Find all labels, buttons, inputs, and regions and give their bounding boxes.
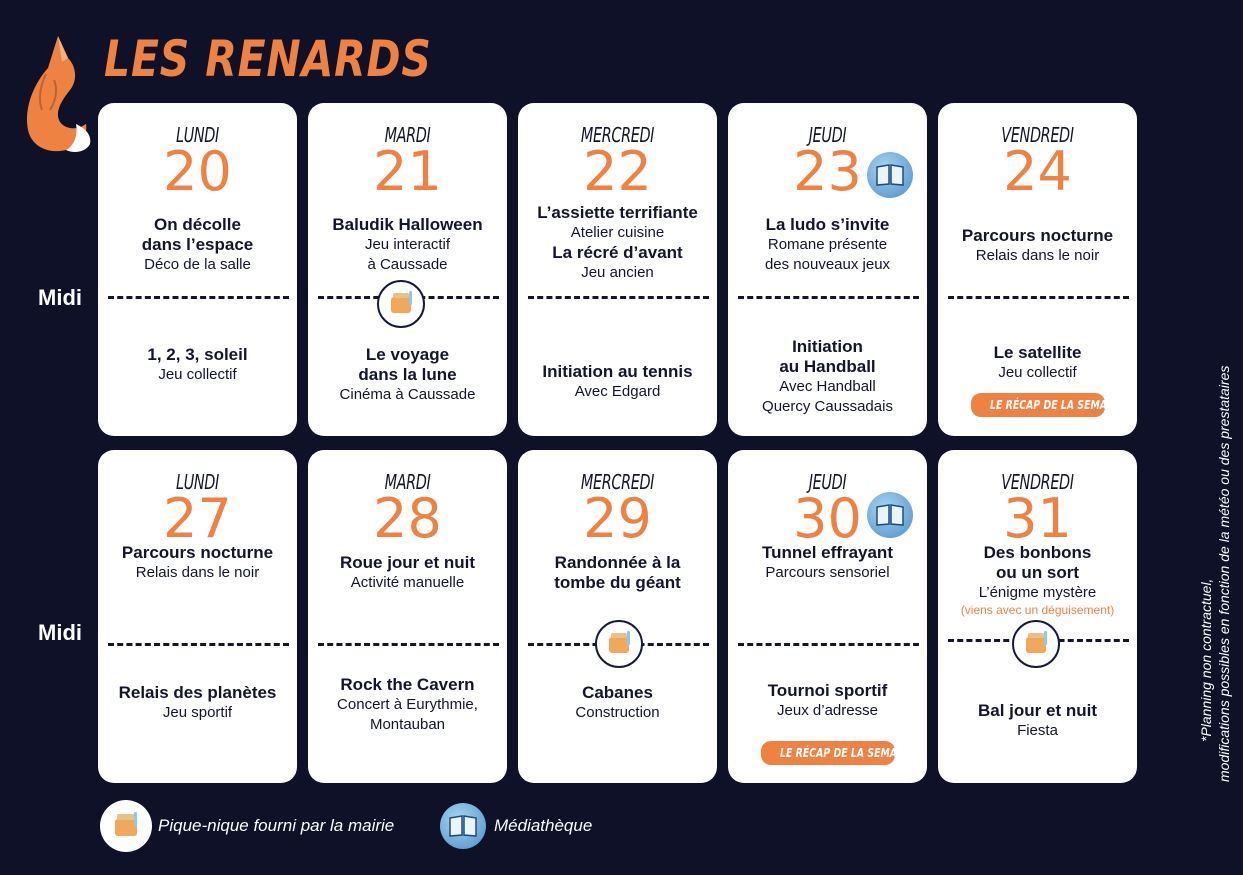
day-number: 31	[1003, 487, 1072, 550]
activity-detail: Fiesta	[1017, 722, 1058, 739]
morning-activity	[942, 226, 1133, 266]
activity-detail: Avec Edgard	[574, 383, 661, 400]
midi-divider	[528, 296, 709, 299]
activity-detail: à Caussade	[367, 256, 448, 273]
morning-activity	[102, 215, 293, 275]
day-number: 23	[793, 140, 862, 203]
activity-title: au Handball	[779, 357, 876, 376]
afternoon-activity	[732, 337, 923, 417]
activity-title: Relais des planètes	[118, 683, 277, 702]
activity-title: Cabanes	[582, 683, 653, 702]
day-name: MERCREDI	[580, 470, 655, 494]
day-number: 30	[793, 487, 862, 550]
afternoon-activity	[942, 343, 1133, 383]
activity-title: dans l’espace	[141, 235, 254, 254]
activity-title: Tournoi sportif	[767, 681, 888, 700]
activity-title: Roue jour et nuit	[339, 553, 476, 572]
book-icon	[440, 803, 486, 849]
activity-title: Le satellite	[993, 343, 1082, 362]
activity-title: tombe du géant	[554, 573, 681, 592]
day-card-mardi-28	[308, 450, 507, 783]
activity-detail: Jeu ancien	[581, 264, 654, 281]
morning-activity	[312, 215, 503, 275]
activity-title: Le voyage	[365, 345, 450, 364]
day-name: VENDREDI	[1001, 123, 1074, 147]
activity-detail: L’énigme mystère	[978, 584, 1097, 601]
morning-activity	[518, 203, 717, 283]
afternoon-activity	[102, 345, 293, 385]
activity-title: Initiation au tennis	[542, 362, 693, 381]
activity-detail: Jeu sportif	[162, 704, 233, 721]
activity-detail: des nouveaux jeux	[764, 256, 891, 273]
activity-detail: Relais dans le noir	[135, 564, 260, 581]
day-number: 22	[583, 140, 652, 203]
page-title: LES RENARDS	[104, 30, 432, 88]
afternoon-activity	[732, 681, 923, 721]
activity-detail: Parcours sensoriel	[765, 564, 890, 581]
day-number: 27	[163, 487, 232, 550]
day-card-vendredi-31	[938, 450, 1137, 783]
disclaimer	[1197, 262, 1233, 782]
day-name: JEUDI	[808, 123, 847, 147]
activity-detail: Jeu interactif	[364, 236, 451, 253]
afternoon-activity	[942, 701, 1133, 741]
midi-label-week2: Midi	[38, 620, 82, 645]
midi-divider	[108, 296, 289, 299]
day-name: LUNDI	[176, 123, 219, 147]
activity-detail: Jeu collectif	[158, 366, 237, 383]
day-name: LUNDI	[176, 470, 219, 494]
activity-title: Initiation	[792, 337, 863, 356]
activity-title: Parcours nocturne	[961, 226, 1114, 245]
recap-badge[interactable]: LE RÉCAP DE LA SEMAINE	[971, 393, 1105, 417]
day-number: 29	[583, 487, 652, 550]
activity-title: Baludik Halloween	[332, 215, 483, 234]
afternoon-activity	[522, 683, 713, 723]
library-book-icon	[867, 492, 913, 538]
midi-divider	[738, 296, 919, 299]
activity-title: La ludo s’invite	[765, 215, 890, 234]
day-name: JEUDI	[808, 470, 847, 494]
picnic-basket-icon	[100, 800, 152, 852]
legend-picnic-label: Pique-nique fourni par la mairie	[158, 816, 395, 835]
fox-logo	[18, 30, 98, 156]
activity-title: ou un sort	[995, 563, 1080, 582]
afternoon-activity	[312, 675, 503, 735]
activity-detail: Avec Handball	[779, 378, 876, 395]
activity-title: Randonnée à la	[554, 553, 681, 572]
day-name: MARDI	[384, 123, 431, 147]
activity-detail: Montauban	[369, 716, 446, 733]
day-card-lundi-20	[98, 103, 297, 436]
activity-title: 1, 2, 3, soleil	[147, 345, 248, 364]
activity-detail: Atelier cuisine	[570, 224, 665, 241]
activity-detail: Jeux d’adresse	[777, 702, 878, 719]
midi-divider	[318, 643, 499, 646]
day-name: MARDI	[384, 470, 431, 494]
picnic-basket-icon	[595, 620, 643, 668]
picnic-basket-icon	[377, 280, 425, 328]
recap-badge[interactable]: LE RÉCAP DE LA SEMAINE	[761, 741, 895, 765]
morning-activity	[102, 543, 293, 583]
day-card-vendredi-24	[938, 103, 1137, 436]
morning-activity	[732, 215, 923, 275]
activity-detail: Relais dans le noir	[975, 247, 1100, 264]
picnic-basket-icon	[1012, 620, 1060, 668]
activity-detail: Quercy Caussadais	[762, 398, 893, 415]
day-number: 20	[163, 140, 232, 203]
activity-detail: Romane présente	[767, 236, 888, 253]
midi-label-week1: Midi	[38, 285, 82, 310]
activity-detail: Jeu collectif	[998, 364, 1077, 381]
morning-activity	[732, 543, 923, 583]
activity-detail: Cinéma à Caussade	[339, 386, 476, 403]
activity-detail: Déco de la salle	[144, 256, 251, 273]
disclaimer-line-2: modifications possibles en fonction de la météo ou des prestataires	[1216, 365, 1232, 782]
day-card-lundi-27	[98, 450, 297, 783]
activity-title: On décolle	[154, 215, 241, 234]
activity-title: dans la lune	[358, 365, 457, 384]
activity-detail: Construction	[575, 704, 660, 721]
day-name: MERCREDI	[580, 123, 655, 147]
morning-activity	[312, 553, 503, 593]
day-card-jeudi-30	[728, 450, 927, 783]
morning-activity	[938, 543, 1137, 617]
afternoon-activity	[100, 683, 295, 723]
day-card-mercredi-22	[518, 103, 717, 436]
disclaimer-line-1: *Planning non contractuel,	[1198, 578, 1214, 742]
day-number: 28	[373, 487, 442, 550]
activity-detail: Concert à Eurythmie,	[337, 696, 478, 713]
activity-note: (viens avec un déguisement)	[960, 603, 1115, 617]
library-book-icon	[867, 152, 913, 198]
day-name: VENDREDI	[1001, 470, 1074, 494]
afternoon-activity	[312, 345, 503, 405]
midi-divider	[948, 296, 1129, 299]
midi-divider	[108, 643, 289, 646]
activity-title: Rock the Cavern	[340, 675, 475, 694]
midi-divider	[738, 643, 919, 646]
day-number: 24	[1003, 140, 1072, 203]
legend-library-label: Médiathèque	[494, 816, 593, 835]
morning-activity	[522, 553, 713, 593]
activity-title: L’assiette terrifiante	[537, 203, 698, 222]
afternoon-activity	[522, 362, 713, 402]
day-card-jeudi-23	[728, 103, 927, 436]
activity-title: Des bonbons	[983, 543, 1092, 562]
activity-title: Bal jour et nuit	[978, 701, 1097, 720]
activity-title: Parcours nocturne	[121, 543, 274, 562]
activity-detail: Activité manuelle	[350, 574, 465, 591]
day-card-mercredi-29	[518, 450, 717, 783]
activity-title: La récré d’avant	[552, 243, 683, 262]
day-card-mardi-21	[308, 103, 507, 436]
day-number: 21	[373, 140, 442, 203]
activity-title: Tunnel effrayant	[762, 543, 893, 562]
